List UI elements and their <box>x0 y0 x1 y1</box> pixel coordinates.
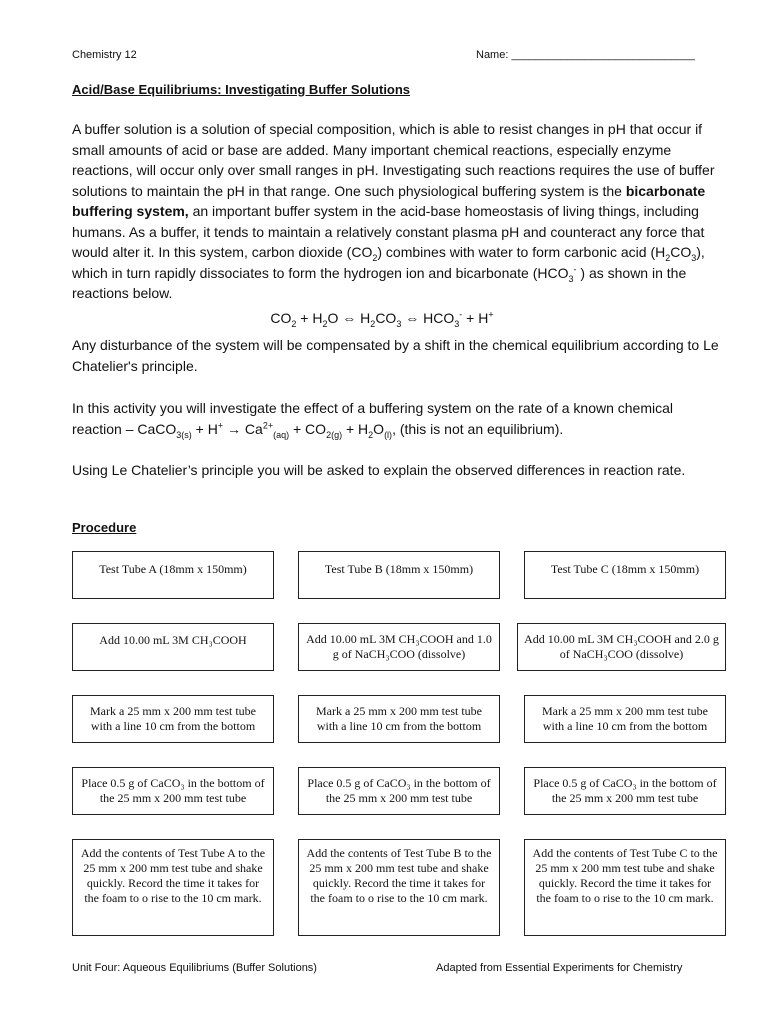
box-c-mark-tube: Mark a 25 mm x 200 mm test tube with a line 10 cm from the bottom <box>524 695 726 743</box>
bicarbonate-equation: $CO_2 + H_2O$ ⇔ $H_2CO_3$ ⇔ $HCO_3^- + H^+$ <box>270 309 494 329</box>
instructions-paragraph: Using Le Chatelier’s principle you will be asked to explain the observed differences in reaction rate. <box>72 462 686 478</box>
box-a-place-caco3: Place 0.5 g of CaCO₃ in the bottom of the 25 mm x 200 mm test tube <box>72 767 274 815</box>
box-a-combine-record: Add the contents of Test Tube A to the 25 mm x 200 mm test tube and shake quickly. Record the time it takes for the foam to o rise to the 10 cm mark. <box>72 839 274 936</box>
box-a-test-tube: Test Tube A (18mm x 150mm) <box>72 551 274 599</box>
page-title: Acid/Base Equilibriums: Investigating Buffer Solutions <box>72 82 411 97</box>
procedure-heading: Procedure <box>72 520 137 535</box>
le-chatelier-paragraph: Any disturbance of the system will be compensated by a shift in the chemical equilibrium according to Le Chatelier's principle. <box>72 337 719 374</box>
intro-paragraph: A buffer solution is a solution of special composition, which is able to resist changes in pH that occur if small amounts of acid or base are added. Many important chemical reactions, especially enzyme reactions, will occur only over small ranges in pH. Investigating such reactions requires the use of buffer solutions to maintain the pH in that range. One such physiological buffering system is the bicarbonate buffering system, an important buffer system in the acid-base homeostasis of living things, including humans. As a buffer, it tends to maintain a relatively constant plasma pH and counteract any force that would alter it. In this system, carbon dioxide $(CO_2)$ combines with water to form carbonic acid $(H_2CO_3)$, which in turn rapidly dissociates to form the hydrogen ion and bicarbonate ($HCO_3^-$ ) as shown in the reactions below. <box>72 121 715 301</box>
activity-paragraph: In this activity you will investigate the effect of a buffering system on the rate of a known chemical reaction – CaCO$_{3(s)}$ + $H^+ \to Ca^{2+}_{(aq)} + CO_{2(g)} + H_2O_{(l)}$, (this is not an equilibrium). <box>72 400 674 440</box>
box-a-mark-tube: Mark a 25 mm x 200 mm test tube with a line 10 cm from the bottom <box>72 695 274 743</box>
course-label: Chemistry 12 <box>72 49 137 61</box>
box-c-add-acid: Add 10.00 mL 3M CH₃COOH and 2.0 g of NaCH₃COO (dissolve) <box>517 623 726 671</box>
footer-unit: Unit Four: Aqueous Equilibriums (Buffer Solutions) <box>72 962 317 974</box>
box-a-add-acid: Add 10.00 mL 3M CH₃COOH <box>72 623 274 671</box>
box-c-test-tube: Test Tube C (18mm x 150mm) <box>524 551 726 599</box>
box-c-place-caco3: Place 0.5 g of CaCO₃ in the bottom of the 25 mm x 200 mm test tube <box>524 767 726 815</box>
box-c-combine-record: Add the contents of Test Tube C to the 25 mm x 200 mm test tube and shake quickly. Record the time it takes for the foam to o rise to the 10 cm mark. <box>524 839 726 936</box>
box-b-add-acid: Add 10.00 mL 3M CH₃COOH and 1.0 g of NaCH₃COO (dissolve) <box>298 623 500 671</box>
box-b-place-caco3: Place 0.5 g of CaCO₃ in the bottom of the 25 mm x 200 mm test tube <box>298 767 500 815</box>
box-b-mark-tube: Mark a 25 mm x 200 mm test tube with a line 10 cm from the bottom <box>298 695 500 743</box>
box-b-combine-record: Add the contents of Test Tube B to the 25 mm x 200 mm test tube and shake quickly. Record the time it takes for the foam to o rise to the 10 cm mark. <box>298 839 500 936</box>
footer-source: Adapted from Essential Experiments for Chemistry <box>436 962 683 974</box>
box-b-test-tube: Test Tube B (18mm x 150mm) <box>298 551 500 599</box>
name-field-label: Name: ______________________________ <box>476 49 695 61</box>
bicarbonate-term: bicarbonate buffering system, <box>72 182 706 219</box>
